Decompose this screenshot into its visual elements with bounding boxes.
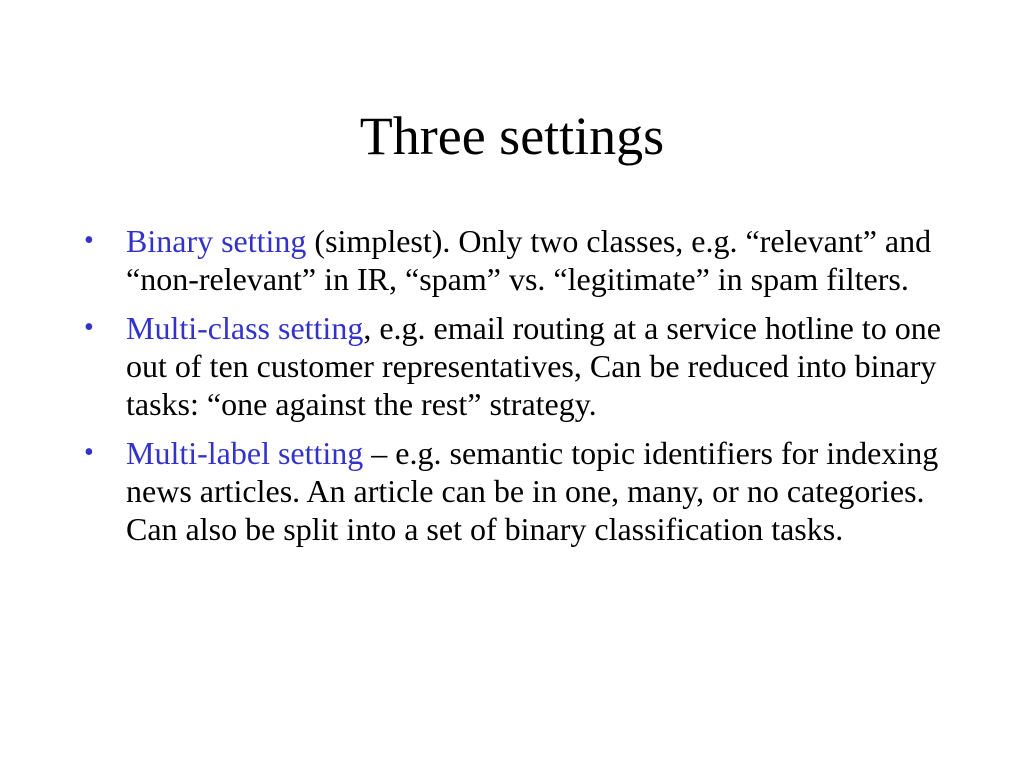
bullet-text: , e.g. email routing at a service hotline to one out of ten customer representatives, Can be reduced into binary tasks: “one against the rest” strategy. (126, 310, 941, 422)
bullet-term: Multi-label setting (126, 435, 364, 471)
bullet-item-multi-label (84, 434, 944, 548)
bullet-text: – e.g. semantic topic identifiers for indexing news articles. An article can be in one, many, or no categories. Can also be split into a set of binary classification tasks. (126, 435, 939, 547)
slide-title: Three settings (359, 106, 665, 166)
bullet-icon: • (84, 437, 94, 468)
bullet-item-binary (84, 222, 944, 298)
bullet-term: Binary setting (126, 223, 307, 259)
bullet-item-multi-class (84, 309, 944, 423)
bullet-text: (simplest). Only two classes, e.g. “relevant” and “non-relevant” in IR, “spam” vs. “legitimate” in spam filters. (126, 223, 932, 297)
bullet-icon: • (84, 312, 94, 343)
bullet-icon: • (84, 225, 94, 256)
bullet-list (84, 222, 944, 559)
bullet-term: Multi-class setting (126, 310, 364, 346)
